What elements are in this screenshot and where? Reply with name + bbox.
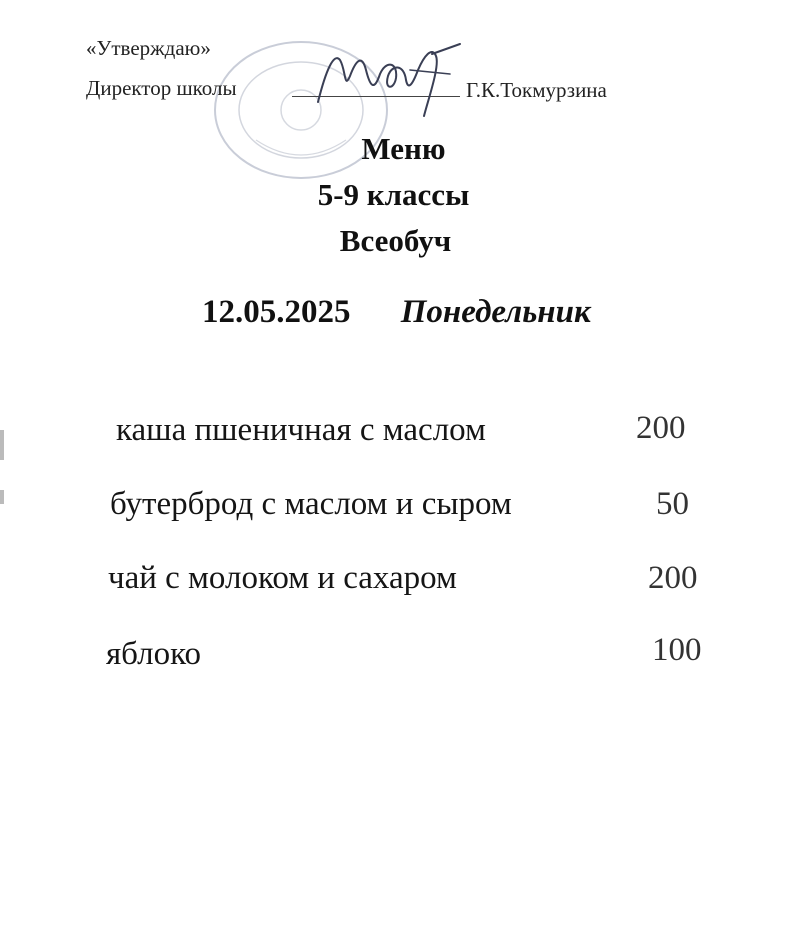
menu-item [106, 632, 702, 673]
menu-item [108, 560, 698, 597]
menu-date: 12.05.2025 [202, 294, 351, 330]
director-signature [300, 30, 470, 120]
approved-label: «Утверждаю» [86, 36, 211, 60]
menu-item [110, 486, 689, 523]
scan-edge-mark [0, 430, 4, 460]
menu-item-qty: 200 [648, 560, 698, 596]
program-label: Всеобуч [339, 223, 452, 258]
menu-item-name: чай с молоком и сахаром [108, 560, 457, 596]
director-position-label: Директор школы [86, 76, 237, 100]
grades-label: 5-9 классы [317, 177, 470, 212]
menu-item-qty: 100 [652, 632, 702, 668]
menu-item-name: яблоко [106, 636, 201, 672]
menu-title: Меню [361, 131, 446, 166]
menu-item-qty: 200 [636, 410, 686, 446]
menu-item-name: бутерброд с маслом и сыром [110, 486, 512, 522]
menu-header [0, 126, 805, 264]
scan-edge-mark [0, 490, 4, 504]
menu-item-name: каша пшеничная с маслом [116, 412, 486, 448]
approval-block [86, 36, 237, 100]
director-name: Г.К.Токмурзина [466, 78, 607, 102]
menu-item [116, 410, 686, 449]
menu-weekday: Понедельник [400, 294, 591, 330]
menu-item-qty: 50 [656, 486, 689, 522]
date-row [202, 294, 591, 331]
